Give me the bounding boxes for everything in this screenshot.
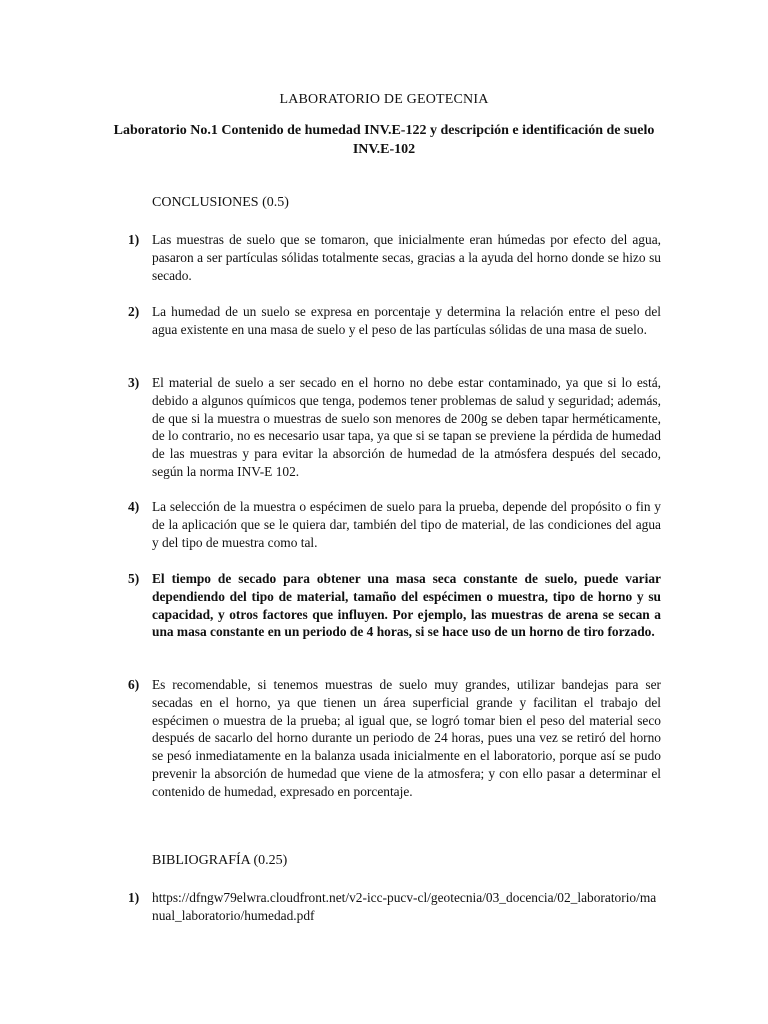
bibliography-heading: BIBLIOGRAFÍA (0.25) (152, 853, 288, 868)
document-title: LABORATORIO DE GEOTECNIA (279, 92, 489, 107)
item-number: 6) (128, 677, 140, 692)
conclusion-item-5 (128, 570, 661, 641)
bibliography-url-link[interactable]: https://dfngw79elwra.cloudfront.net/v2-icc-pucv-cl/geotecnia/03_docencia/02_laboratorio/manual_laboratorio/humedad.pdf (152, 890, 657, 923)
item-number: 4) (128, 499, 140, 514)
item-text: El material de suelo a ser secado en el horno no debe estar contaminado, ya que si lo está, debido a algunos químicos que tenga, podemos tener problemas de salud y seguridad; además, de que si la muestra o muestras de suelo son menores de 200g se deben tapar herméticamente, de lo contrario, no es necesario usar tapa, ya que si se tapan se previene la pérdida de humedad de las muestras y para evitar la absorción de humedad de la atmósfera después del secado, según la norma INV-E 102. (152, 375, 661, 479)
document-subtitle: Laboratorio No.1 Contenido de humedad INV.E-122 y descripción e identificación de suelo INV.E-102 (113, 123, 655, 157)
conclusion-item-2 (128, 303, 661, 339)
item-text: Las muestras de suelo que se tomaron, que inicialmente eran húmedas por efecto del agua, pasaron a ser partículas sólidas totalmente secas, gracias a la ayuda del horno donde se hizo su secado. (152, 232, 661, 283)
conclusions-heading: CONCLUSIONES (0.5) (152, 195, 289, 210)
item-text: El tiempo de secado para obtener una masa seca constante de suelo, puede variar dependiendo del tipo de material, tamaño del espécimen o muestra, tipo de horno y su capacidad, y otros factores que influyen. Por ejemplo, las muestras de arena se secan a una masa constante en un periodo de 4 horas, si se hace uso de un horno de tiro forzado. (152, 571, 661, 640)
item-number: 5) (128, 571, 140, 586)
bibliography-item-1 (128, 889, 661, 925)
item-text: La humedad de un suelo se expresa en porcentaje y determina la relación entre el peso del agua existente en una masa de suelo y el peso de las partículas sólidas de una masa de suelo. (152, 304, 661, 337)
item-number: 2) (128, 304, 140, 319)
conclusion-item-1 (128, 231, 661, 284)
item-text: La selección de la muestra o espécimen de suelo para la prueba, depende del propósito o fin y de la aplicación que se le quiera dar, también del tipo de material, de las condiciones del agua y del tipo de muestra como tal. (152, 499, 661, 550)
item-number: 1) (128, 890, 140, 905)
conclusion-item-6 (128, 676, 661, 801)
item-number: 1) (128, 232, 140, 247)
item-text: Es recomendable, si tenemos muestras de suelo muy grandes, utilizar bandejas para ser secadas en el horno, ya que tienen un área superficial grande y facilitan el trabajo del espécimen o muestra de la prueba; al igual que, se logró tomar bien el peso del material seco después de sacarlo del horno durante un periodo de 24 horas, pues una vez se retiró del horno se pesó inmediatamente en la balanza usada inicialmente en el laboratorio, porque así se pudo prevenir la absorción de humedad que viene de la atmosfera; y con ello pasar a determinar el contenido de humedad, expresado en porcentaje. (152, 677, 661, 799)
item-number: 3) (128, 375, 140, 390)
conclusion-item-4 (128, 498, 661, 551)
conclusion-item-3 (128, 374, 661, 481)
